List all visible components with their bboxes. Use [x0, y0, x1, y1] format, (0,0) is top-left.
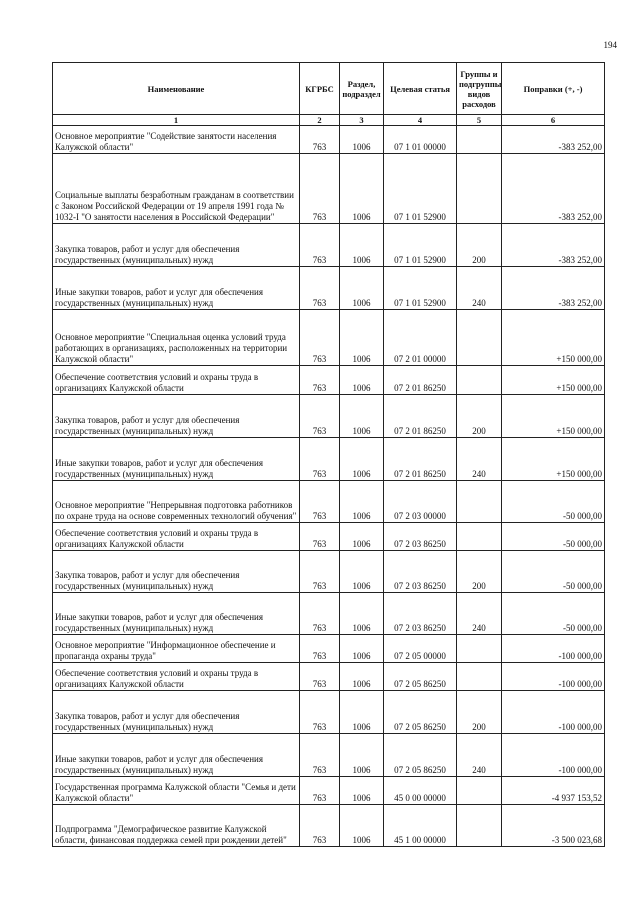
row-kgrbs: 763	[300, 154, 340, 224]
row-amount: -50 000,00	[502, 523, 605, 551]
row-name: Обеспечение соответствия условий и охраны труда в организациях Калужской области	[53, 366, 300, 395]
row-group	[457, 805, 502, 847]
row-kgrbs: 763	[300, 635, 340, 663]
row-name: Социальные выплаты безработным гражданам в соответствии с Законом Российской Федерации от 19 апреля 1991 года № 1032-I "О занятости населения в Российской Федерации"	[53, 154, 300, 224]
row-name: Государственная программа Калужской области "Семья и дети Калужской области"	[53, 777, 300, 805]
row-name: Иные закупки товаров, работ и услуг для обеспечения государственных (муниципальных) нужд	[53, 734, 300, 777]
row-kgrbs: 763	[300, 777, 340, 805]
row-name: Подпрограмма "Демографическое развитие Калужской области, финансовая поддержка семей при рождении детей"	[53, 805, 300, 847]
row-amount: -383 252,00	[502, 267, 605, 310]
row-name: Закупка товаров, работ и услуг для обеспечения государственных (муниципальных) нужд	[53, 395, 300, 438]
row-target: 07 2 03 86250	[384, 593, 457, 635]
row-target: 07 2 05 86250	[384, 691, 457, 734]
row-kgrbs: 763	[300, 438, 340, 481]
header-kgrbs: КГРБС	[300, 63, 340, 115]
row-group	[457, 366, 502, 395]
row-group	[457, 635, 502, 663]
row-target: 07 2 01 86250	[384, 395, 457, 438]
column-number: 4	[384, 115, 457, 126]
row-section: 1006	[340, 777, 384, 805]
row-section: 1006	[340, 691, 384, 734]
row-group: 240	[457, 734, 502, 777]
table-row	[53, 126, 605, 154]
row-group: 200	[457, 551, 502, 593]
table-row	[53, 777, 605, 805]
row-target: 07 1 01 52900	[384, 224, 457, 267]
row-amount: -100 000,00	[502, 635, 605, 663]
row-target: 07 1 01 52900	[384, 154, 457, 224]
row-target: 07 2 03 86250	[384, 523, 457, 551]
row-section: 1006	[340, 663, 384, 691]
row-target: 07 2 05 00000	[384, 635, 457, 663]
page-number: 194	[603, 40, 617, 50]
row-kgrbs: 763	[300, 310, 340, 366]
row-section: 1006	[340, 395, 384, 438]
header-target: Целевая статья	[384, 63, 457, 115]
row-target: 07 2 03 00000	[384, 481, 457, 523]
row-amount: -383 252,00	[502, 154, 605, 224]
row-target: 07 2 05 86250	[384, 663, 457, 691]
row-name: Обеспечение соответствия условий и охраны труда в организациях Калужской области	[53, 663, 300, 691]
row-name: Иные закупки товаров, работ и услуг для обеспечения государственных (муниципальных) нужд	[53, 438, 300, 481]
row-kgrbs: 763	[300, 734, 340, 777]
row-amount: +150 000,00	[502, 310, 605, 366]
header-row	[53, 63, 605, 115]
row-amount: -100 000,00	[502, 734, 605, 777]
row-group	[457, 481, 502, 523]
table-row	[53, 366, 605, 395]
row-target: 07 2 05 86250	[384, 734, 457, 777]
row-kgrbs: 763	[300, 224, 340, 267]
row-amount: -100 000,00	[502, 691, 605, 734]
row-target: 07 2 03 86250	[384, 551, 457, 593]
header-groups: Группы и подгруппы видов расходов	[457, 63, 502, 115]
row-section: 1006	[340, 438, 384, 481]
row-target: 45 1 00 00000	[384, 805, 457, 847]
row-amount: -383 252,00	[502, 224, 605, 267]
row-amount: -50 000,00	[502, 551, 605, 593]
row-name: Основное мероприятие "Непрерывная подготовка работников по охране труда на основе современных технологий обучения"	[53, 481, 300, 523]
table-row	[53, 551, 605, 593]
row-group: 240	[457, 593, 502, 635]
row-target: 07 2 01 86250	[384, 366, 457, 395]
header-amendments: Поправки (+, -)	[502, 63, 605, 115]
row-kgrbs: 763	[300, 805, 340, 847]
row-section: 1006	[340, 635, 384, 663]
row-group	[457, 777, 502, 805]
column-number: 3	[340, 115, 384, 126]
row-name: Основное мероприятие "Содействие занятости населения Калужской области"	[53, 126, 300, 154]
row-kgrbs: 763	[300, 691, 340, 734]
row-section: 1006	[340, 267, 384, 310]
table-row	[53, 663, 605, 691]
row-section: 1006	[340, 481, 384, 523]
table-row	[53, 154, 605, 224]
budget-amendments-table	[52, 62, 605, 847]
row-kgrbs: 763	[300, 523, 340, 551]
column-number-row	[53, 115, 605, 126]
row-target: 07 1 01 00000	[384, 126, 457, 154]
row-section: 1006	[340, 366, 384, 395]
table-row	[53, 593, 605, 635]
row-name: Иные закупки товаров, работ и услуг для обеспечения государственных (муниципальных) нужд	[53, 593, 300, 635]
header-name: Наименование	[53, 63, 300, 115]
row-group	[457, 663, 502, 691]
table-row	[53, 224, 605, 267]
row-kgrbs: 763	[300, 395, 340, 438]
row-name: Основное мероприятие "Информационное обеспечение и пропаганда охраны труда"	[53, 635, 300, 663]
row-name: Закупка товаров, работ и услуг для обеспечения государственных (муниципальных) нужд	[53, 691, 300, 734]
row-group	[457, 523, 502, 551]
row-group: 200	[457, 395, 502, 438]
table-row	[53, 438, 605, 481]
row-section: 1006	[340, 154, 384, 224]
row-name: Основное мероприятие "Специальная оценка условий труда работающих в организациях, расположенных на территории Калужской области"	[53, 310, 300, 366]
table-row	[53, 310, 605, 366]
table-row	[53, 481, 605, 523]
row-group: 200	[457, 224, 502, 267]
row-amount: -50 000,00	[502, 593, 605, 635]
row-group	[457, 310, 502, 366]
row-target: 07 1 01 52900	[384, 267, 457, 310]
row-target: 45 0 00 00000	[384, 777, 457, 805]
table-row	[53, 635, 605, 663]
row-name: Обеспечение соответствия условий и охраны труда в организациях Калужской области	[53, 523, 300, 551]
row-amount: -100 000,00	[502, 663, 605, 691]
header-section: Раздел, подраздел	[340, 63, 384, 115]
row-group: 240	[457, 267, 502, 310]
column-number: 5	[457, 115, 502, 126]
row-section: 1006	[340, 310, 384, 366]
row-section: 1006	[340, 523, 384, 551]
row-group	[457, 154, 502, 224]
table-row	[53, 395, 605, 438]
row-kgrbs: 763	[300, 481, 340, 523]
row-kgrbs: 763	[300, 593, 340, 635]
row-kgrbs: 763	[300, 366, 340, 395]
row-group	[457, 126, 502, 154]
table-row	[53, 267, 605, 310]
row-section: 1006	[340, 551, 384, 593]
row-kgrbs: 763	[300, 551, 340, 593]
table-row	[53, 805, 605, 847]
row-name: Иные закупки товаров, работ и услуг для обеспечения государственных (муниципальных) нужд	[53, 267, 300, 310]
row-section: 1006	[340, 734, 384, 777]
row-section: 1006	[340, 593, 384, 635]
table-row	[53, 734, 605, 777]
row-kgrbs: 763	[300, 663, 340, 691]
row-amount: -4 937 153,52	[502, 777, 605, 805]
column-number: 1	[53, 115, 300, 126]
row-amount: -50 000,00	[502, 481, 605, 523]
row-amount: +150 000,00	[502, 438, 605, 481]
row-group: 200	[457, 691, 502, 734]
row-section: 1006	[340, 805, 384, 847]
row-amount: -383 252,00	[502, 126, 605, 154]
row-section: 1006	[340, 224, 384, 267]
row-group: 240	[457, 438, 502, 481]
row-amount: +150 000,00	[502, 366, 605, 395]
row-target: 07 2 01 00000	[384, 310, 457, 366]
column-number: 6	[502, 115, 605, 126]
row-kgrbs: 763	[300, 126, 340, 154]
row-name: Закупка товаров, работ и услуг для обеспечения государственных (муниципальных) нужд	[53, 224, 300, 267]
row-section: 1006	[340, 126, 384, 154]
row-target: 07 2 01 86250	[384, 438, 457, 481]
row-amount: +150 000,00	[502, 395, 605, 438]
table-row	[53, 691, 605, 734]
row-name: Закупка товаров, работ и услуг для обеспечения государственных (муниципальных) нужд	[53, 551, 300, 593]
column-number: 2	[300, 115, 340, 126]
table-row	[53, 523, 605, 551]
row-amount: -3 500 023,68	[502, 805, 605, 847]
row-kgrbs: 763	[300, 267, 340, 310]
